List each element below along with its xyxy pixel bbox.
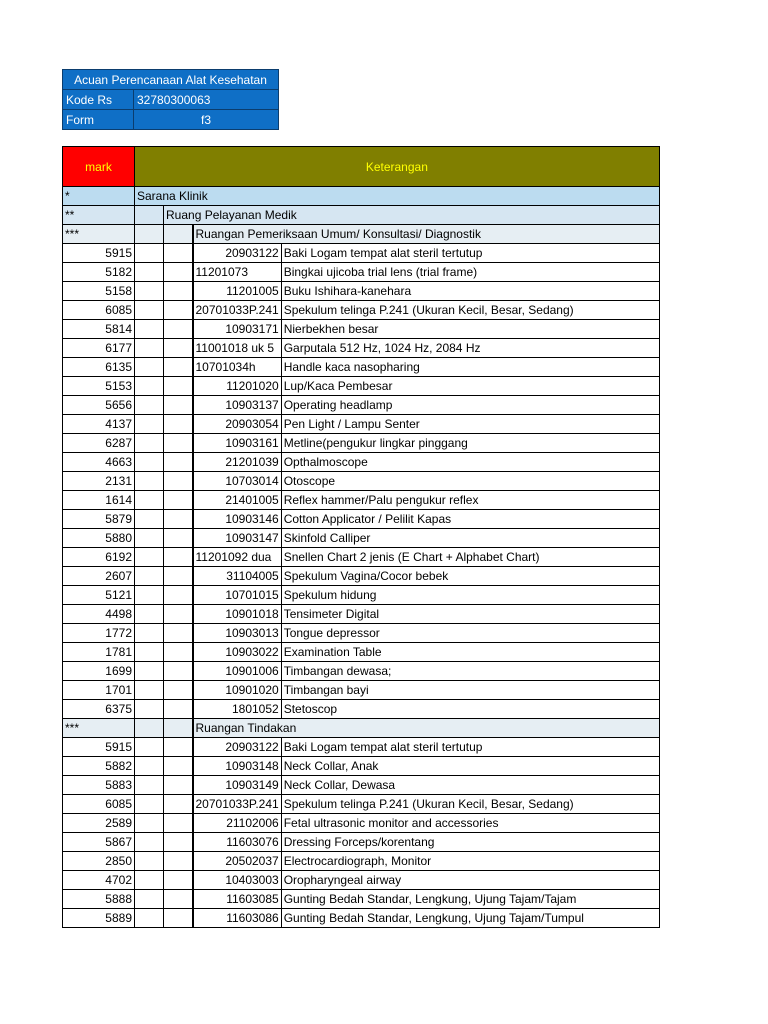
row-description[interactable]: Gunting Bedah Standar, Lengkung, Ujung Tajam/Tajam — [281, 890, 659, 909]
row-code[interactable]: 10403003 — [193, 871, 282, 890]
row-code[interactable]: 20903122 — [193, 738, 282, 757]
row-description[interactable]: Spekulum telinga P.241 (Ukuran Kecil, Besar, Sedang) — [281, 795, 659, 814]
row-code[interactable]: 10903022 — [193, 643, 282, 662]
form-value[interactable]: f3 — [134, 110, 279, 130]
table-row — [63, 396, 660, 415]
row-number[interactable]: 1614 — [63, 491, 135, 510]
row-description[interactable]: Lup/Kaca Pembesar — [281, 377, 659, 396]
table-row — [63, 662, 660, 681]
row-indent-2[interactable] — [164, 890, 193, 909]
row-code[interactable]: 1801052 — [193, 700, 282, 719]
row-indent-1[interactable] — [135, 415, 164, 434]
form-label: Form — [63, 110, 134, 130]
row-code[interactable]: 11603086 — [193, 909, 282, 928]
row-description[interactable]: Nierbekhen besar — [281, 320, 659, 339]
level1-label[interactable]: Sarana Klinik — [135, 187, 660, 206]
row-indent-1[interactable] — [135, 377, 164, 396]
row-number[interactable]: 5153 — [63, 377, 135, 396]
section-indent-1[interactable] — [135, 719, 164, 738]
table-row — [63, 776, 660, 795]
row-number[interactable]: 5915 — [63, 738, 135, 757]
table-row — [63, 320, 660, 339]
row-code[interactable]: 10901018 — [193, 605, 282, 624]
kode-value[interactable]: 32780300063 — [134, 90, 279, 110]
row-code[interactable]: 10903137 — [193, 396, 282, 415]
row-description[interactable]: Tongue depressor — [281, 624, 659, 643]
row-indent-1[interactable] — [135, 472, 164, 491]
table-row — [63, 852, 660, 871]
row-code[interactable]: 10903149 — [193, 776, 282, 795]
equipment-sheet — [62, 146, 660, 928]
header-row — [63, 147, 660, 187]
row-code[interactable]: 20903054 — [193, 415, 282, 434]
row-indent-2[interactable] — [164, 757, 193, 776]
row-indent-2[interactable] — [164, 795, 193, 814]
row-number[interactable]: 2607 — [63, 567, 135, 586]
table-row — [63, 339, 660, 358]
row-number[interactable]: 6192 — [63, 548, 135, 567]
row-description[interactable]: Bingkai ujicoba trial lens (trial frame) — [281, 263, 659, 282]
row-code[interactable]: 11201073 — [193, 263, 282, 282]
row-indent-2[interactable] — [164, 358, 193, 377]
row-indent-2[interactable] — [164, 643, 193, 662]
table-row — [63, 434, 660, 453]
row-indent-1[interactable] — [135, 643, 164, 662]
row-description[interactable]: Spekulum telinga P.241 (Ukuran Kecil, Besar, Sedang) — [281, 301, 659, 320]
row-code[interactable]: 10903148 — [193, 757, 282, 776]
row-indent-1[interactable] — [135, 909, 164, 928]
row-indent-2[interactable] — [164, 909, 193, 928]
row-indent-2[interactable] — [164, 529, 193, 548]
row-description[interactable]: Operating headlamp — [281, 396, 659, 415]
row-code[interactable]: 11603085 — [193, 890, 282, 909]
table-row — [63, 567, 660, 586]
row-indent-1[interactable] — [135, 700, 164, 719]
row-number[interactable]: 5158 — [63, 282, 135, 301]
table-row — [63, 909, 660, 928]
row-number[interactable]: 5889 — [63, 909, 135, 928]
header-mark[interactable]: mark — [63, 147, 135, 187]
row-number[interactable]: 6085 — [63, 795, 135, 814]
row-description[interactable]: Baki Logam tempat alat steril tertutup — [281, 738, 659, 757]
row-indent-1[interactable] — [135, 510, 164, 529]
row-indent-2[interactable] — [164, 605, 193, 624]
row-description[interactable]: Tensimeter Digital — [281, 605, 659, 624]
row-description[interactable]: Garputala 512 Hz, 1024 Hz, 2084 Hz — [281, 339, 659, 358]
row-code[interactable]: 11001018 uk 5 — [193, 339, 282, 358]
row-code[interactable]: 20701033P.241 — [193, 301, 282, 320]
row-number[interactable]: 5882 — [63, 757, 135, 776]
row-indent-2[interactable] — [164, 377, 193, 396]
header-keterangan[interactable]: Keterangan — [135, 147, 660, 187]
table-row — [63, 263, 660, 282]
level2-row — [63, 206, 660, 225]
row-description[interactable]: Snellen Chart 2 jenis (E Chart + Alphabet Chart) — [281, 548, 659, 567]
row-code[interactable]: 11603076 — [193, 833, 282, 852]
row-description[interactable]: Cotton Applicator / Pelilit Kapas — [281, 510, 659, 529]
table-row — [63, 301, 660, 320]
row-number[interactable]: 1781 — [63, 643, 135, 662]
table-row — [63, 282, 660, 301]
row-indent-2[interactable] — [164, 282, 193, 301]
row-code[interactable]: 31104005 — [193, 567, 282, 586]
row-number[interactable]: 4137 — [63, 415, 135, 434]
section-label[interactable]: Ruangan Pemeriksaan Umum/ Konsultasi/ Diagnostik — [193, 225, 660, 244]
row-indent-1[interactable] — [135, 852, 164, 871]
row-number[interactable]: 5915 — [63, 244, 135, 263]
row-description[interactable]: Otoscope — [281, 472, 659, 491]
row-indent-1[interactable] — [135, 301, 164, 320]
row-code[interactable]: 10703014 — [193, 472, 282, 491]
row-indent-2[interactable] — [164, 871, 193, 890]
table-row — [63, 643, 660, 662]
row-indent-1[interactable] — [135, 491, 164, 510]
info-block — [62, 69, 279, 130]
row-number[interactable]: 1701 — [63, 681, 135, 700]
table-row — [63, 415, 660, 434]
table-row — [63, 833, 660, 852]
row-number[interactable]: 2589 — [63, 814, 135, 833]
table-row — [63, 510, 660, 529]
row-indent-1[interactable] — [135, 396, 164, 415]
row-description[interactable]: Neck Collar, Anak — [281, 757, 659, 776]
table-row — [63, 548, 660, 567]
row-code[interactable]: 10903161 — [193, 434, 282, 453]
table-row — [63, 700, 660, 719]
row-indent-2[interactable] — [164, 434, 193, 453]
table-row — [63, 605, 660, 624]
row-number[interactable]: 5879 — [63, 510, 135, 529]
row-indent-2[interactable] — [164, 491, 193, 510]
row-indent-1[interactable] — [135, 529, 164, 548]
row-code[interactable]: 10701034h — [193, 358, 282, 377]
row-code[interactable]: 20502037 — [193, 852, 282, 871]
row-code[interactable]: 20903122 — [193, 244, 282, 263]
row-number[interactable]: 6177 — [63, 339, 135, 358]
row-code[interactable]: 21102006 — [193, 814, 282, 833]
row-description[interactable]: Pen Light / Lampu Senter — [281, 415, 659, 434]
row-code[interactable]: 10903146 — [193, 510, 282, 529]
row-indent-1[interactable] — [135, 263, 164, 282]
row-indent-1[interactable] — [135, 244, 164, 263]
row-indent-1[interactable] — [135, 776, 164, 795]
row-indent-2[interactable] — [164, 833, 193, 852]
table-row — [63, 244, 660, 263]
info-title: Acuan Perencanaan Alat Kesehatan — [63, 70, 279, 90]
row-description[interactable]: Spekulum Vagina/Cocor bebek — [281, 567, 659, 586]
table-row — [63, 377, 660, 396]
row-description[interactable]: Neck Collar, Dewasa — [281, 776, 659, 795]
row-description[interactable]: Spekulum hidung — [281, 586, 659, 605]
row-description[interactable]: Opthalmoscope — [281, 453, 659, 472]
table-row — [63, 491, 660, 510]
kode-label: Kode Rs — [63, 90, 134, 110]
row-number[interactable]: 1772 — [63, 624, 135, 643]
row-indent-1[interactable] — [135, 339, 164, 358]
row-indent-2[interactable] — [164, 453, 193, 472]
row-number[interactable]: 5883 — [63, 776, 135, 795]
row-indent-1[interactable] — [135, 453, 164, 472]
row-indent-1[interactable] — [135, 795, 164, 814]
table-row — [63, 472, 660, 491]
table-row — [63, 795, 660, 814]
row-indent-2[interactable] — [164, 776, 193, 795]
row-indent-2[interactable] — [164, 681, 193, 700]
row-description[interactable]: Timbangan bayi — [281, 681, 659, 700]
table-row — [63, 453, 660, 472]
row-number[interactable]: 6287 — [63, 434, 135, 453]
row-number[interactable]: 5814 — [63, 320, 135, 339]
row-indent-2[interactable] — [164, 244, 193, 263]
row-indent-1[interactable] — [135, 890, 164, 909]
row-number[interactable]: 5880 — [63, 529, 135, 548]
row-code[interactable]: 10903147 — [193, 529, 282, 548]
row-indent-2[interactable] — [164, 320, 193, 339]
row-indent-1[interactable] — [135, 320, 164, 339]
row-indent-1[interactable] — [135, 833, 164, 852]
row-indent-2[interactable] — [164, 738, 193, 757]
table-row — [63, 814, 660, 833]
row-number[interactable]: 4498 — [63, 605, 135, 624]
row-indent-2[interactable] — [164, 662, 193, 681]
row-indent-1[interactable] — [135, 434, 164, 453]
row-description[interactable]: Handle kaca nasopharing — [281, 358, 659, 377]
row-indent-1[interactable] — [135, 738, 164, 757]
row-number[interactable]: 6375 — [63, 700, 135, 719]
section-mark[interactable]: *** — [63, 225, 135, 244]
row-code[interactable]: 11201005 — [193, 282, 282, 301]
row-number[interactable]: 5656 — [63, 396, 135, 415]
row-description[interactable]: Electrocardiograph, Monitor — [281, 852, 659, 871]
table-row — [63, 738, 660, 757]
table-row — [63, 681, 660, 700]
row-indent-2[interactable] — [164, 301, 193, 320]
row-number[interactable]: 2850 — [63, 852, 135, 871]
row-indent-1[interactable] — [135, 814, 164, 833]
row-code[interactable]: 11201092 dua — [193, 548, 282, 567]
section-row — [63, 719, 660, 738]
row-indent-1[interactable] — [135, 548, 164, 567]
row-description[interactable]: Reflex hammer/Palu pengukur reflex — [281, 491, 659, 510]
section-indent-2[interactable] — [164, 719, 193, 738]
row-number[interactable]: 4663 — [63, 453, 135, 472]
row-code[interactable]: 10901006 — [193, 662, 282, 681]
table-row — [63, 871, 660, 890]
row-indent-2[interactable] — [164, 472, 193, 491]
row-indent-2[interactable] — [164, 852, 193, 871]
level1-mark[interactable]: * — [63, 187, 135, 206]
row-indent-2[interactable] — [164, 567, 193, 586]
row-indent-1[interactable] — [135, 567, 164, 586]
row-indent-1[interactable] — [135, 586, 164, 605]
row-indent-2[interactable] — [164, 814, 193, 833]
row-indent-2[interactable] — [164, 263, 193, 282]
row-code[interactable]: 10701015 — [193, 586, 282, 605]
row-number[interactable]: 5867 — [63, 833, 135, 852]
section-label[interactable]: Ruangan Tindakan — [193, 719, 660, 738]
row-number[interactable]: 4702 — [63, 871, 135, 890]
row-indent-1[interactable] — [135, 681, 164, 700]
level2-label[interactable]: Ruang Pelayanan Medik — [164, 206, 660, 225]
row-code[interactable]: 10903013 — [193, 624, 282, 643]
row-indent-2[interactable] — [164, 624, 193, 643]
table-row — [63, 358, 660, 377]
row-code[interactable]: 21401005 — [193, 491, 282, 510]
section-indent-2[interactable] — [164, 225, 193, 244]
table-row — [63, 757, 660, 776]
table-row — [63, 529, 660, 548]
row-code[interactable]: 20701033P.241 — [193, 795, 282, 814]
row-description[interactable]: Baki Logam tempat alat steril tertutup — [281, 244, 659, 263]
row-indent-2[interactable] — [164, 339, 193, 358]
row-description[interactable]: Dressing Forceps/korentang — [281, 833, 659, 852]
row-description[interactable]: Stetoscop — [281, 700, 659, 719]
row-indent-1[interactable] — [135, 282, 164, 301]
row-indent-1[interactable] — [135, 358, 164, 377]
row-indent-2[interactable] — [164, 396, 193, 415]
section-indent-1[interactable] — [135, 225, 164, 244]
row-code[interactable]: 21201039 — [193, 453, 282, 472]
row-description[interactable]: Gunting Bedah Standar, Lengkung, Ujung Tajam/Tumpul — [281, 909, 659, 928]
row-indent-2[interactable] — [164, 700, 193, 719]
level1-row — [63, 187, 660, 206]
level2-mark[interactable]: ** — [63, 206, 135, 225]
row-description[interactable]: Fetal ultrasonic monitor and accessories — [281, 814, 659, 833]
table-row — [63, 890, 660, 909]
row-indent-1[interactable] — [135, 757, 164, 776]
row-description[interactable]: Metline(pengukur lingkar pinggang — [281, 434, 659, 453]
row-indent-2[interactable] — [164, 586, 193, 605]
row-code[interactable]: 11201020 — [193, 377, 282, 396]
row-indent-2[interactable] — [164, 510, 193, 529]
row-number[interactable]: 5888 — [63, 890, 135, 909]
section-mark[interactable]: *** — [63, 719, 135, 738]
row-number[interactable]: 2131 — [63, 472, 135, 491]
row-description[interactable]: Buku Ishihara-kanehara — [281, 282, 659, 301]
section-row — [63, 225, 660, 244]
row-indent-1[interactable] — [135, 624, 164, 643]
row-description[interactable]: Timbangan dewasa; — [281, 662, 659, 681]
table-row — [63, 624, 660, 643]
row-number[interactable]: 6085 — [63, 301, 135, 320]
table-row — [63, 586, 660, 605]
level2-indent[interactable] — [135, 206, 164, 225]
row-number[interactable]: 1699 — [63, 662, 135, 681]
row-number[interactable]: 6135 — [63, 358, 135, 377]
row-indent-1[interactable] — [135, 871, 164, 890]
row-code[interactable]: 10903171 — [193, 320, 282, 339]
row-description[interactable]: Skinfold Calliper — [281, 529, 659, 548]
row-number[interactable]: 5182 — [63, 263, 135, 282]
row-indent-2[interactable] — [164, 415, 193, 434]
row-indent-1[interactable] — [135, 662, 164, 681]
row-description[interactable]: Oropharyngeal airway — [281, 871, 659, 890]
row-number[interactable]: 5121 — [63, 586, 135, 605]
row-indent-2[interactable] — [164, 548, 193, 567]
row-indent-1[interactable] — [135, 605, 164, 624]
row-code[interactable]: 10901020 — [193, 681, 282, 700]
row-description[interactable]: Examination Table — [281, 643, 659, 662]
